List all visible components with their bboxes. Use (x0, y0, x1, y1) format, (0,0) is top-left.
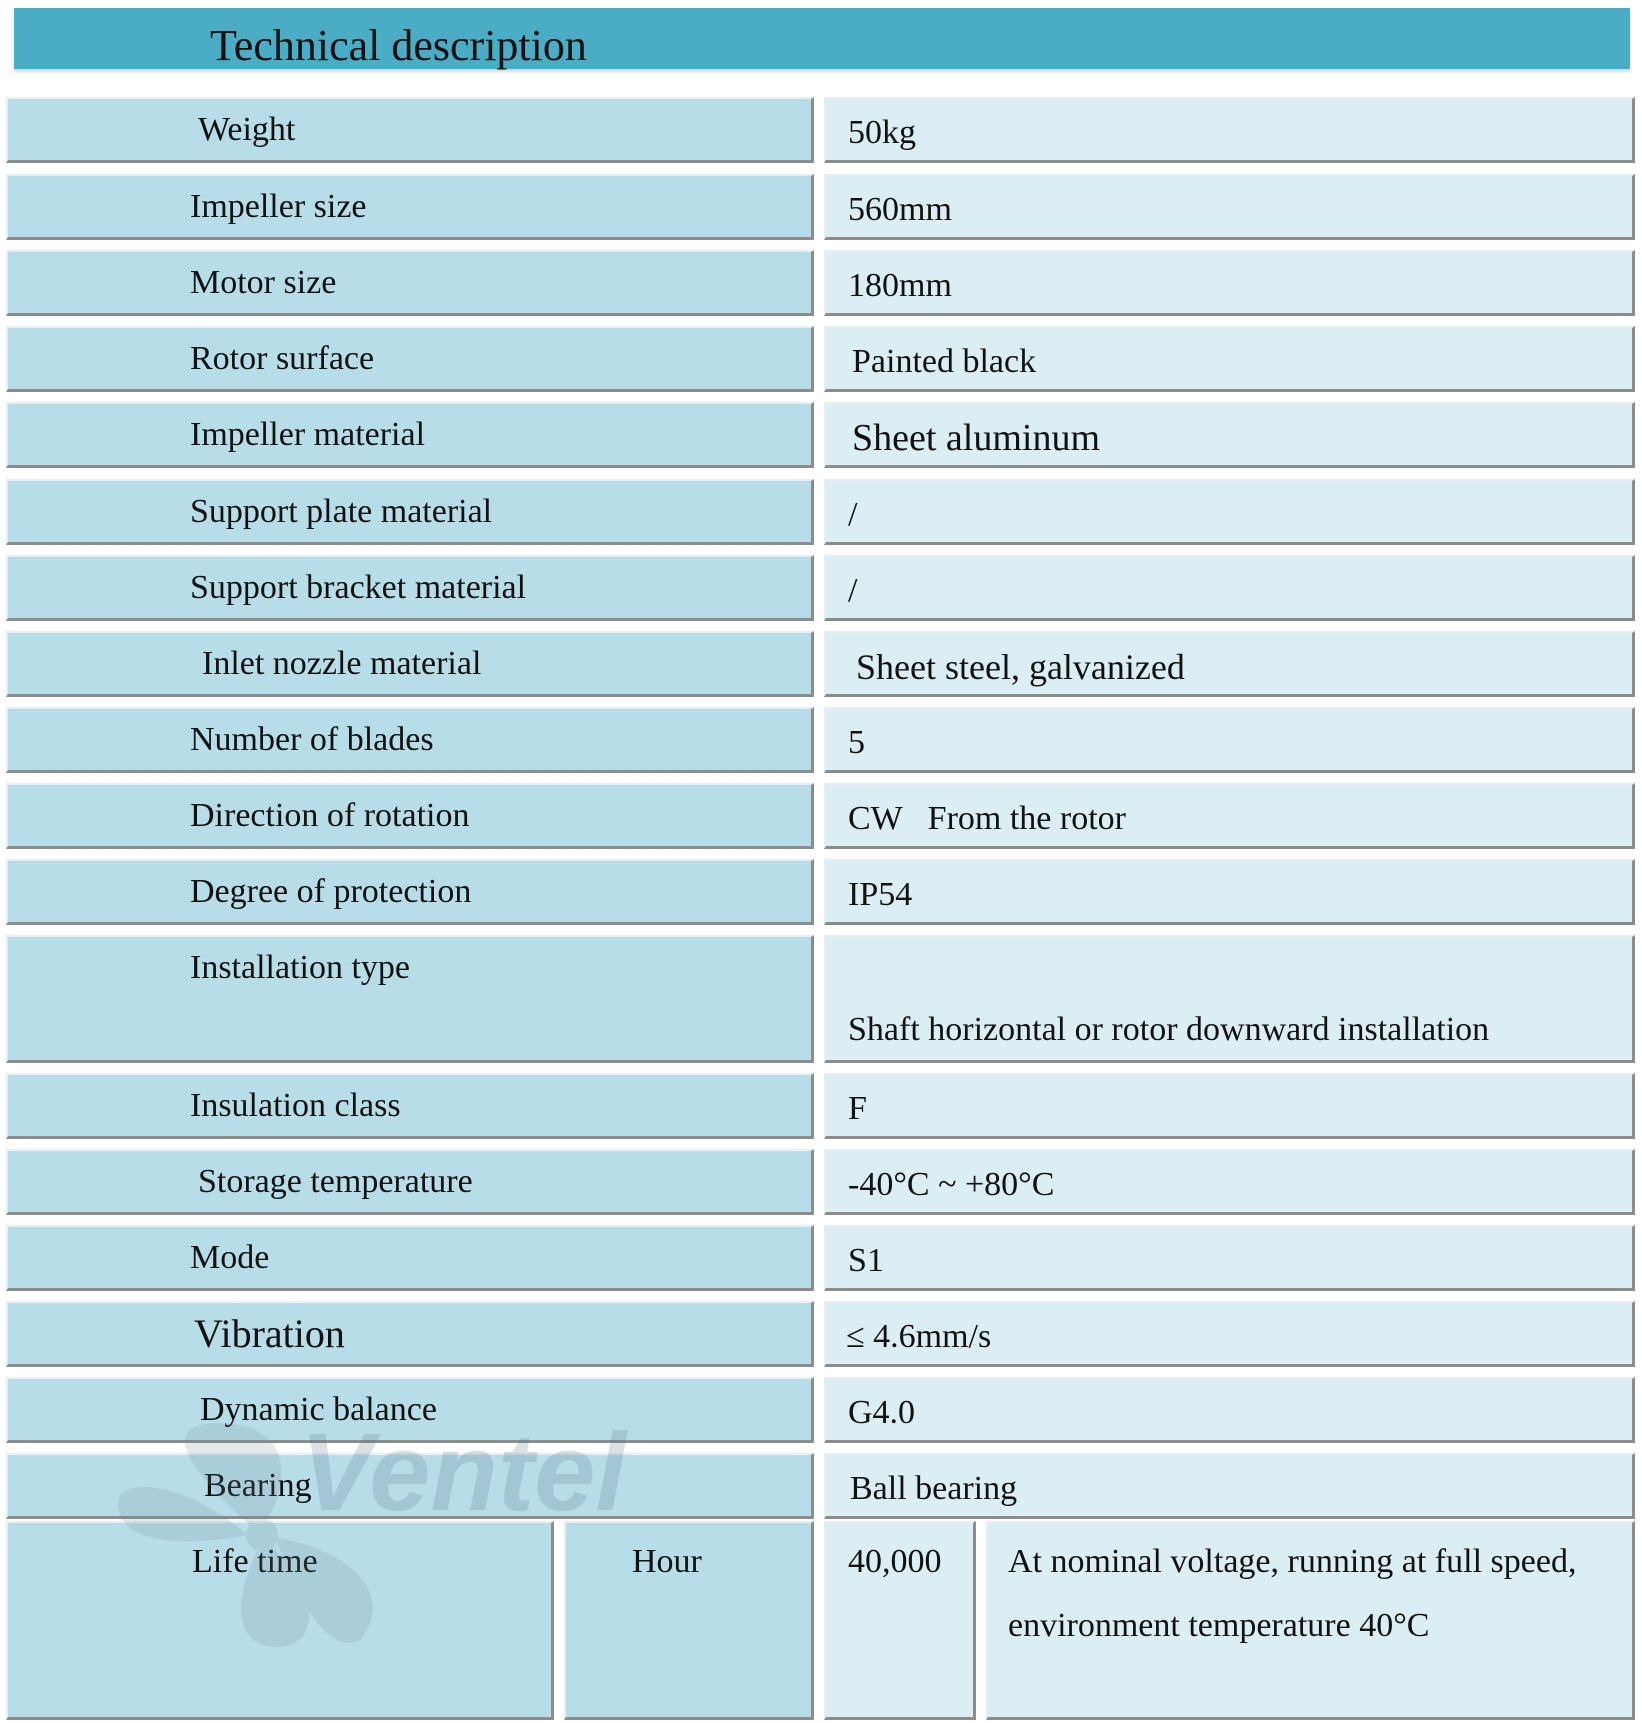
row-label-direction-of-rotation: Direction of rotation (190, 797, 470, 834)
row-value-cell-rotor-surface (824, 326, 1635, 392)
row-value-impeller-size: 560mm (848, 191, 952, 228)
page-title: Technical description (210, 21, 587, 70)
row-label-cell-direction-of-rotation (6, 783, 814, 849)
row-label-weight: Weight (198, 111, 296, 148)
row-label-cell-rotor-surface (6, 326, 814, 392)
life-time-label: Life time (192, 1543, 318, 1580)
row-value-cell-direction-of-rotation (824, 783, 1635, 849)
row-value-vibration: ≤ 4.6mm/s (846, 1318, 992, 1355)
header-bar (14, 8, 1630, 69)
life-time-value: 40,000 (848, 1543, 942, 1580)
row-label-bearing: Bearing (204, 1467, 312, 1504)
row-label-cell-impeller-material (6, 402, 814, 468)
row-label-cell-motor-size (6, 250, 814, 316)
row-label-support-bracket-material: Support bracket material (190, 569, 527, 606)
row-value-motor-size: 180mm (848, 267, 952, 304)
life-time-note-cell (986, 1521, 1635, 1720)
row-label-rotor-surface: Rotor surface (190, 340, 375, 377)
row-value-cell-weight (824, 97, 1635, 163)
row-label-cell-storage-temperature (6, 1149, 814, 1215)
row-label-motor-size: Motor size (190, 264, 337, 301)
row-label-impeller-size: Impeller size (190, 188, 367, 225)
row-label-inlet-nozzle-material: Inlet nozzle material (202, 645, 482, 682)
row-value-direction-of-rotation: CW From the rotor (848, 800, 1126, 837)
row-value-cell-number-of-blades (824, 707, 1635, 773)
row-value-mode: S1 (848, 1242, 884, 1279)
row-value-support-plate-material: / (848, 496, 858, 533)
row-value-insulation-class: F (848, 1090, 867, 1127)
watermark-text: Ventel (300, 1411, 627, 1534)
row-label-cell-impeller-size (6, 174, 814, 240)
row-value-cell-insulation-class (824, 1073, 1635, 1139)
life-time-note-line1: At nominal voltage, running at full speed, (1008, 1543, 1577, 1580)
row-label-cell-weight (6, 97, 814, 163)
row-value-weight: 50kg (848, 114, 916, 151)
row-label-dynamic-balance: Dynamic balance (200, 1391, 437, 1428)
row-label-support-plate-material: Support plate material (190, 493, 493, 530)
row-label-cell-support-bracket-material (6, 555, 814, 621)
row-value-inlet-nozzle-material: Sheet steel, galvanized (856, 647, 1185, 687)
row-value-rotor-surface: Painted black (852, 343, 1037, 380)
row-value-cell-mode (824, 1225, 1635, 1291)
row-label-cell-mode (6, 1225, 814, 1291)
row-value-support-bracket-material: / (848, 572, 858, 609)
row-value-bearing: Ball bearing (850, 1470, 1018, 1507)
life-time-unit-cell (564, 1521, 814, 1720)
row-value-dynamic-balance: G4.0 (848, 1394, 916, 1431)
row-label-storage-temperature: Storage temperature (198, 1163, 473, 1200)
life-time-unit: Hour (632, 1543, 702, 1580)
row-label-vibration: Vibration (194, 1311, 345, 1356)
row-label-insulation-class: Insulation class (190, 1087, 401, 1124)
row-value-cell-bearing (824, 1453, 1635, 1519)
row-label-cell-bearing (6, 1453, 814, 1519)
life-time-label-cell (6, 1521, 554, 1720)
row-value-cell-dynamic-balance (824, 1377, 1635, 1443)
row-label-cell-vibration (6, 1301, 814, 1367)
row-value-cell-storage-temperature (824, 1149, 1635, 1215)
row-value-cell-support-bracket-material (824, 555, 1635, 621)
row-value-cell-installation-type (824, 935, 1635, 1063)
row-label-number-of-blades: Number of blades (190, 721, 434, 758)
life-time-value-cell (824, 1521, 976, 1720)
row-label-cell-support-plate-material (6, 479, 814, 545)
row-value-cell-impeller-size (824, 174, 1635, 240)
row-label-cell-number-of-blades (6, 707, 814, 773)
row-label-cell-installation-type (6, 935, 814, 1063)
row-value-cell-degree-of-protection (824, 859, 1635, 925)
row-value-cell-vibration (824, 1301, 1635, 1367)
row-value-cell-inlet-nozzle-material (824, 631, 1635, 697)
row-value-cell-impeller-material (824, 402, 1635, 468)
row-value-storage-temperature: -40°C ~ +80°C (848, 1166, 1055, 1203)
row-value-degree-of-protection: IP54 (848, 876, 913, 913)
life-time-note-line2: environment temperature 40°C (1008, 1607, 1430, 1644)
row-label-cell-inlet-nozzle-material (6, 631, 814, 697)
row-label-cell-degree-of-protection (6, 859, 814, 925)
row-label-impeller-material: Impeller material (190, 416, 426, 453)
row-label-cell-dynamic-balance (6, 1377, 814, 1443)
row-value-installation-type: Shaft horizontal or rotor downward installation (848, 1011, 1490, 1048)
row-label-installation-type: Installation type (190, 949, 411, 986)
row-value-cell-motor-size (824, 250, 1635, 316)
row-label-mode: Mode (190, 1239, 270, 1276)
row-value-cell-support-plate-material (824, 479, 1635, 545)
row-value-number-of-blades: 5 (848, 724, 865, 761)
row-label-degree-of-protection: Degree of protection (190, 873, 472, 910)
row-label-cell-insulation-class (6, 1073, 814, 1139)
row-value-impeller-material: Sheet aluminum (852, 417, 1101, 459)
